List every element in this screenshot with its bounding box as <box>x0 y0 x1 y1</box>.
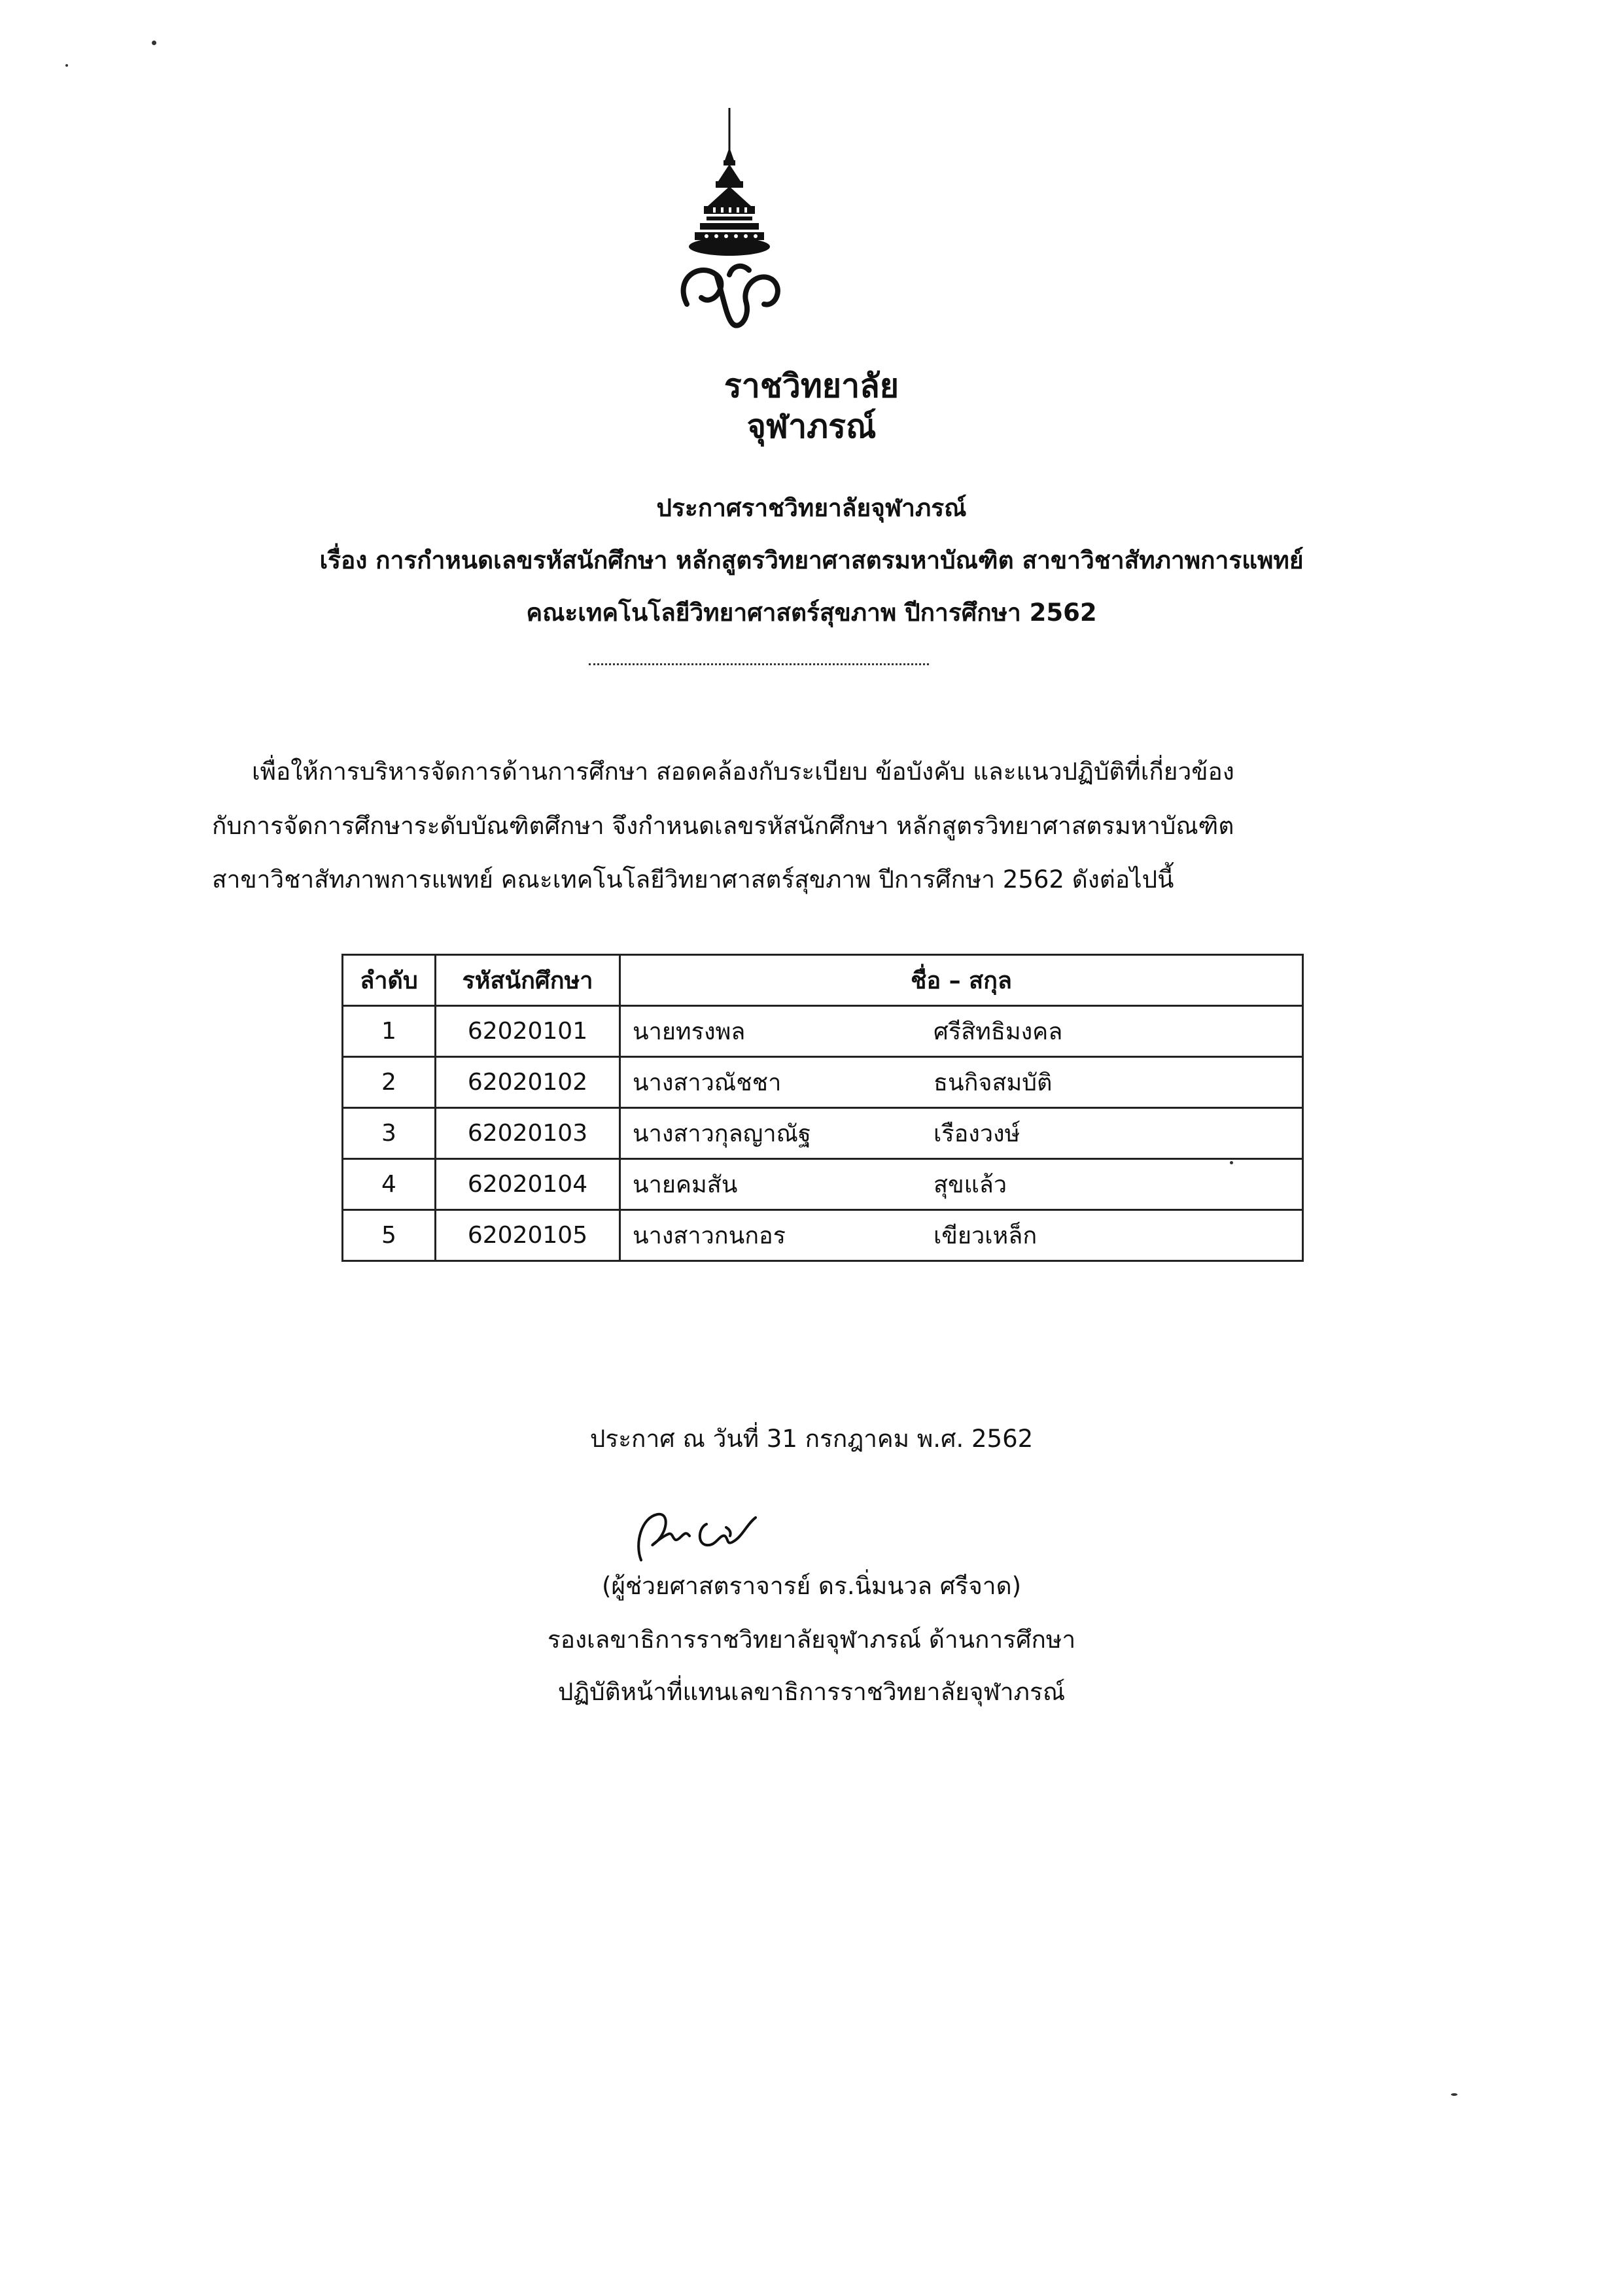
heading-divider <box>589 663 929 665</box>
row-student-id: 62020103 <box>436 1108 620 1159</box>
student-id-table <box>341 954 1304 1262</box>
row-first-name: นางสาวกุลญาณัฐ <box>633 1121 811 1147</box>
scan-speck <box>1451 2093 1457 2096</box>
scan-speck <box>65 64 68 67</box>
row-name <box>620 1210 1303 1261</box>
table-row <box>343 1159 1303 1210</box>
announcement-subject: เรื่อง การกำหนดเลขรหัสนักศึกษา หลักสูตรวิทยาศาสตรมหาบัณฑิต สาขาวิชาสัทภาพการแพทย์ <box>319 546 1304 574</box>
row-student-id: 62020101 <box>436 1006 620 1057</box>
row-name <box>620 1159 1303 1210</box>
row-last-name: ธนกิจสมบัติ <box>934 1070 1053 1096</box>
row-student-id: 62020104 <box>436 1159 620 1210</box>
body-paragraph-line1: เพื่อให้การบริหารจัดการด้านการศึกษา สอดคล้องกับระเบียบ ข้อบังคับ และแนวปฏิบัติที่เกี่ยวข้อง <box>252 757 1234 786</box>
row-order: 5 <box>343 1210 436 1261</box>
row-student-id: 62020102 <box>436 1057 620 1108</box>
table-row <box>343 1057 1303 1108</box>
row-first-name: นายทรงพล <box>633 1018 746 1045</box>
row-last-name: เขียวเหล็ก <box>934 1223 1038 1249</box>
row-order: 4 <box>343 1159 436 1210</box>
royal-emblem-icon <box>661 108 798 363</box>
table-row <box>343 1210 1303 1261</box>
row-first-name: นางสาวณัชชา <box>633 1070 782 1096</box>
signatory-acting-position: ปฏิบัติหน้าที่แทนเลขาธิการราชวิทยาลัยจุฬาภรณ์ <box>557 1678 1066 1706</box>
row-order: 1 <box>343 1006 436 1057</box>
handwritten-signature <box>621 1498 792 1570</box>
row-order: 3 <box>343 1108 436 1159</box>
header-order: ลำดับ <box>343 955 436 1006</box>
announcement-date: ประกาศ ณ วันที่ 31 กรกฎาคม พ.ศ. 2562 <box>589 1425 1034 1453</box>
logo-name-line1: ราชวิทยาลัย <box>724 367 899 405</box>
row-last-name: สุขแล้ว <box>934 1172 1007 1198</box>
row-student-id: 62020105 <box>436 1210 620 1261</box>
signatory-name: (ผู้ช่วยศาสตราจารย์ ดร.นิ่มนวล ศรีจาด) <box>601 1572 1022 1600</box>
logo-name-line2: จุฬาภรณ์ <box>746 408 877 445</box>
table-row <box>343 1006 1303 1057</box>
row-last-name: ศรีสิทธิมงคล <box>934 1018 1063 1045</box>
body-paragraph-line3: สาขาวิชาสัทภาพการแพทย์ คณะเทคโนโลยีวิทยาศาสตร์สุขภาพ ปีการศึกษา 2562 ดังต่อไปนี้ <box>212 865 1174 894</box>
row-name <box>620 1057 1303 1108</box>
signatory-position: รองเลขาธิการราชวิทยาลัยจุฬาภรณ์ ด้านการศึกษา <box>547 1626 1076 1654</box>
announcement-title: ประกาศราชวิทยาลัยจุฬาภรณ์ <box>656 494 967 522</box>
row-name <box>620 1108 1303 1159</box>
row-last-name: เรืองวงษ์ <box>934 1121 1021 1147</box>
scan-speck <box>152 41 156 45</box>
scan-speck <box>1230 1161 1233 1164</box>
table-row <box>343 1108 1303 1159</box>
row-first-name: นางสาวกนกอร <box>633 1223 786 1249</box>
row-name <box>620 1006 1303 1057</box>
header-student-id: รหัสนักศึกษา <box>436 955 620 1006</box>
table-header-row <box>343 955 1303 1006</box>
row-first-name: นายคมสัน <box>633 1172 738 1198</box>
body-paragraph-line2: กับการจัดการศึกษาระดับบัณฑิตศึกษา จึงกำหนดเลขรหัสนักศึกษา หลักสูตรวิทยาศาสตรมหาบัณฑิต <box>212 812 1234 840</box>
header-name: ชื่อ – สกุล <box>620 955 1303 1006</box>
row-order: 2 <box>343 1057 436 1108</box>
announcement-subject-line2: คณะเทคโนโลยีวิทยาศาสตร์สุขภาพ ปีการศึกษา 2562 <box>526 599 1097 627</box>
